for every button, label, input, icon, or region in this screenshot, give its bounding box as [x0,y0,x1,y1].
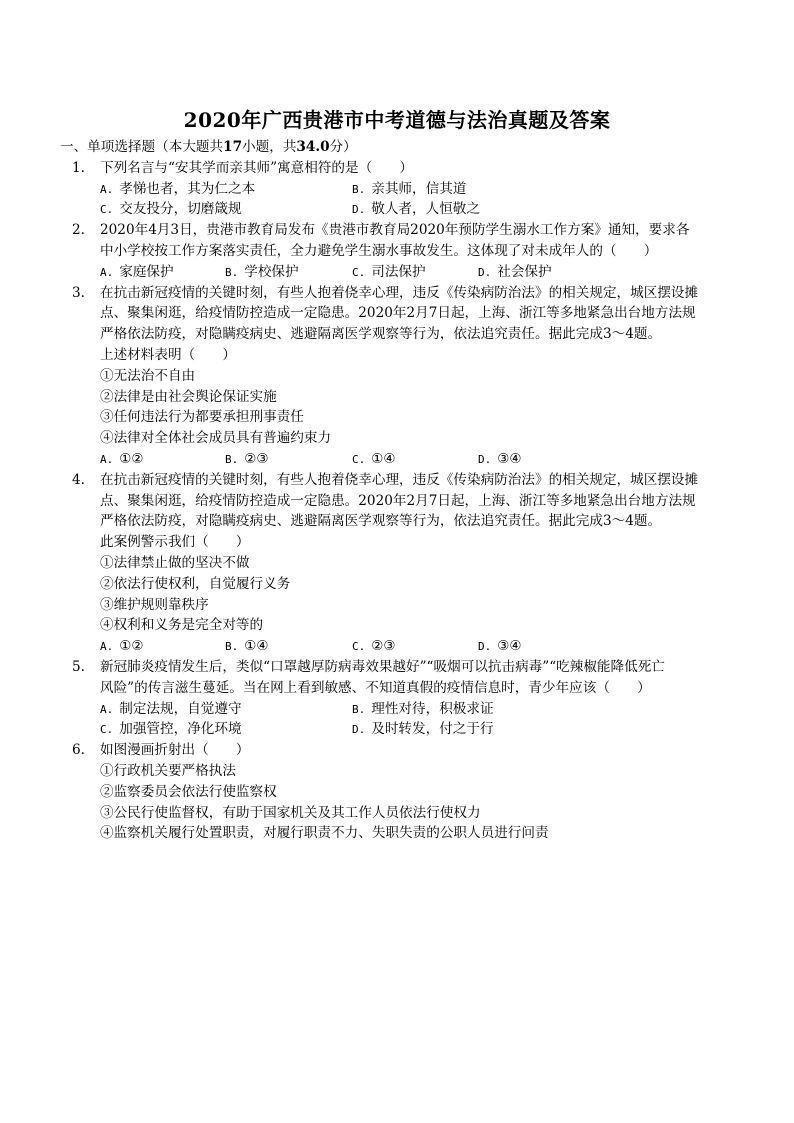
option-letter: D. [352,723,366,737]
option-b [352,179,466,201]
option-letter: D. [352,203,366,217]
option-letter: C. [352,265,366,279]
question-stem-line: 点、聚集闲逛，给疫情防控造成一定隐患。2020年2月7日起，上海、浙江等多地紧急出台地方法规 [100,492,696,509]
question-stem-line: 严格依法防疫，对隐瞒疫病史、逃避隔离医学观察等行为，依法追究责任。据此完成3～4题。 [100,513,662,530]
option-letter: C. [100,723,114,737]
option-text: 司法保护 [371,263,426,280]
option-text: 学校保护 [244,263,299,280]
option-d [352,199,480,221]
option-a [100,449,144,471]
question-stem-line: 新冠肺炎疫情发生后，类似“口罩越厚防病毒效果越好”“吸烟可以抗击病毒”“吃辣椒能降低死亡 [100,658,665,675]
statement: ③维护规则靠秩序 [100,596,209,613]
question-list [60,158,740,844]
option-d [478,636,522,658]
option-b [225,449,269,471]
option-b [225,636,269,658]
option-text: ①② [119,450,144,467]
option-c [100,719,242,741]
options-row [100,719,740,740]
options-row [100,699,740,720]
option-text: ①② [119,638,144,655]
option-letter: D. [478,265,492,279]
option-letter: B. [352,702,366,716]
option-a [100,636,144,658]
option-letter: B. [225,452,239,466]
section-prefix: 一、单项选择题（本大题共 [60,139,224,155]
option-d [478,449,522,471]
statement: ④法律对全体社会成员具有普遍约束力 [100,430,332,447]
option-letter: A. [100,265,114,279]
option-text: ②③ [244,450,269,467]
statement: ④监察机关履行处置职责，对履行职责不力、失职失责的公职人员进行问责 [100,825,549,842]
question-number: 5. [72,658,85,675]
statement: ①无法治不自由 [100,367,196,384]
question-3 [60,283,740,470]
question-number: 6. [72,742,85,759]
option-letter: A. [100,452,114,466]
option-text: ①④ [371,450,396,467]
options-row [100,179,740,200]
option-text: 理性对待，积极求证 [371,700,494,717]
question-stem-line: 此案例警示我们（ ） [100,534,250,551]
option-b [352,699,494,721]
options-row [100,636,740,657]
option-text: 孝悌也者，其为仁之本 [119,180,256,197]
option-letter: C. [100,203,114,217]
option-letter: C. [352,640,366,654]
option-c [352,636,396,658]
option-b [225,262,299,284]
question-stem-line: 中小学校按工作方案落实责任，全力避免学生溺水事故发生。这体现了对未成年人的（ ） [100,242,658,259]
document-title: 2020年广西贵港市中考道德与法治真题及答案 [183,108,611,132]
option-text: 家庭保护 [119,263,174,280]
question-5 [60,657,740,740]
option-text: 加强管控，净化环境 [119,721,242,738]
statement: ③任何违法行为都要承担刑事责任 [100,409,304,426]
option-text: 亲其师，信其道 [371,180,467,197]
option-c [352,449,396,471]
option-letter: A. [100,182,114,196]
option-d [478,262,552,284]
option-text: 制定法规，自觉遵守 [119,700,242,717]
statement: ②依法行使权利，自觉履行义务 [100,575,291,592]
option-letter: D. [478,640,492,654]
statement: ④权利和义务是完全对等的 [100,617,264,634]
question-stem-line: 在抗击新冠疫情的关键时刻，有些人抱着侥幸心理，违反《传染病防治法》的相关规定，城区摆设摊 [100,284,699,301]
question-number: 2. [72,222,85,239]
document-body [60,137,740,844]
question-stem-line: 在抗击新冠疫情的关键时刻，有些人抱着侥幸心理，违反《传染病防治法》的相关规定，城区摆设摊 [100,471,699,488]
option-text: ③④ [497,638,522,655]
option-c [352,262,426,284]
option-letter: A. [100,640,114,654]
option-letter: D. [478,452,492,466]
option-text: ③④ [497,450,522,467]
option-letter: B. [352,182,366,196]
option-letter: B. [225,265,239,279]
option-text: ②③ [371,638,396,655]
statement: ③公民行使监督权，有助于国家机关及其工作人员依法行使权力 [100,804,481,821]
section-heading [60,137,740,158]
statement: ②监察委员会依法行使监察权 [100,783,277,800]
question-stem-line: 上述材料表明（ ） [100,346,236,363]
question-stem-line: 严格依法防疫，对隐瞒疫病史、逃避隔离医学观察等行为，依法追究责任。据此完成3～4题。 [100,326,662,343]
option-text: 交友投分，切磨箴规 [119,201,242,218]
total-score: 34.0 [296,139,330,155]
option-text: 敬人者，人恒敬之 [371,201,480,218]
option-text: ①④ [244,638,269,655]
question-4 [60,470,740,657]
option-d [352,719,494,741]
option-a [100,262,174,284]
options-row [100,449,740,470]
statement: ①法律禁止做的坚决不做 [100,554,250,571]
option-a [100,699,242,721]
option-text: 社会保护 [497,263,552,280]
statement: ①行政机关要严格执法 [100,762,236,779]
options-row [100,262,740,283]
section-suffix: 分） [329,139,357,155]
option-letter: B. [225,640,239,654]
question-6 [60,740,740,844]
options-row [100,199,740,220]
question-stem-line: 点、聚集闲逛，给疫情防控造成一定隐患。2020年2月7日起，上海、浙江等多地紧急出台地方法规 [100,305,696,322]
question-number: 4. [72,471,85,488]
question-number: 3. [72,284,85,301]
question-1 [60,158,740,220]
option-c [100,199,242,221]
option-a [100,179,255,201]
question-2 [60,220,740,282]
option-letter: A. [100,702,114,716]
question-stem-line: 风险”的传言滋生蔓延。当在网上看到敏感、不知道真假的疫情信息时，青少年应该（ ） [100,679,651,696]
option-letter: C. [352,452,366,466]
question-number: 1. [72,159,85,176]
statement: ②法律是由社会舆论保证实施 [100,388,277,405]
option-text: 及时转发，付之于行 [371,721,494,738]
question-stem-line: 下列名言与“安其学而亲其师”寓意相符的是（ ） [100,159,413,176]
question-count: 17 [223,139,243,155]
question-stem-line: 如图漫画折射出（ ） [100,742,250,759]
section-mid: 小题，共 [242,139,297,155]
question-stem-line: 2020年4月3日，贵港市教育局发布《贵港市教育局2020年预防学生溺水工作方案》通知，要求各 [100,222,690,239]
